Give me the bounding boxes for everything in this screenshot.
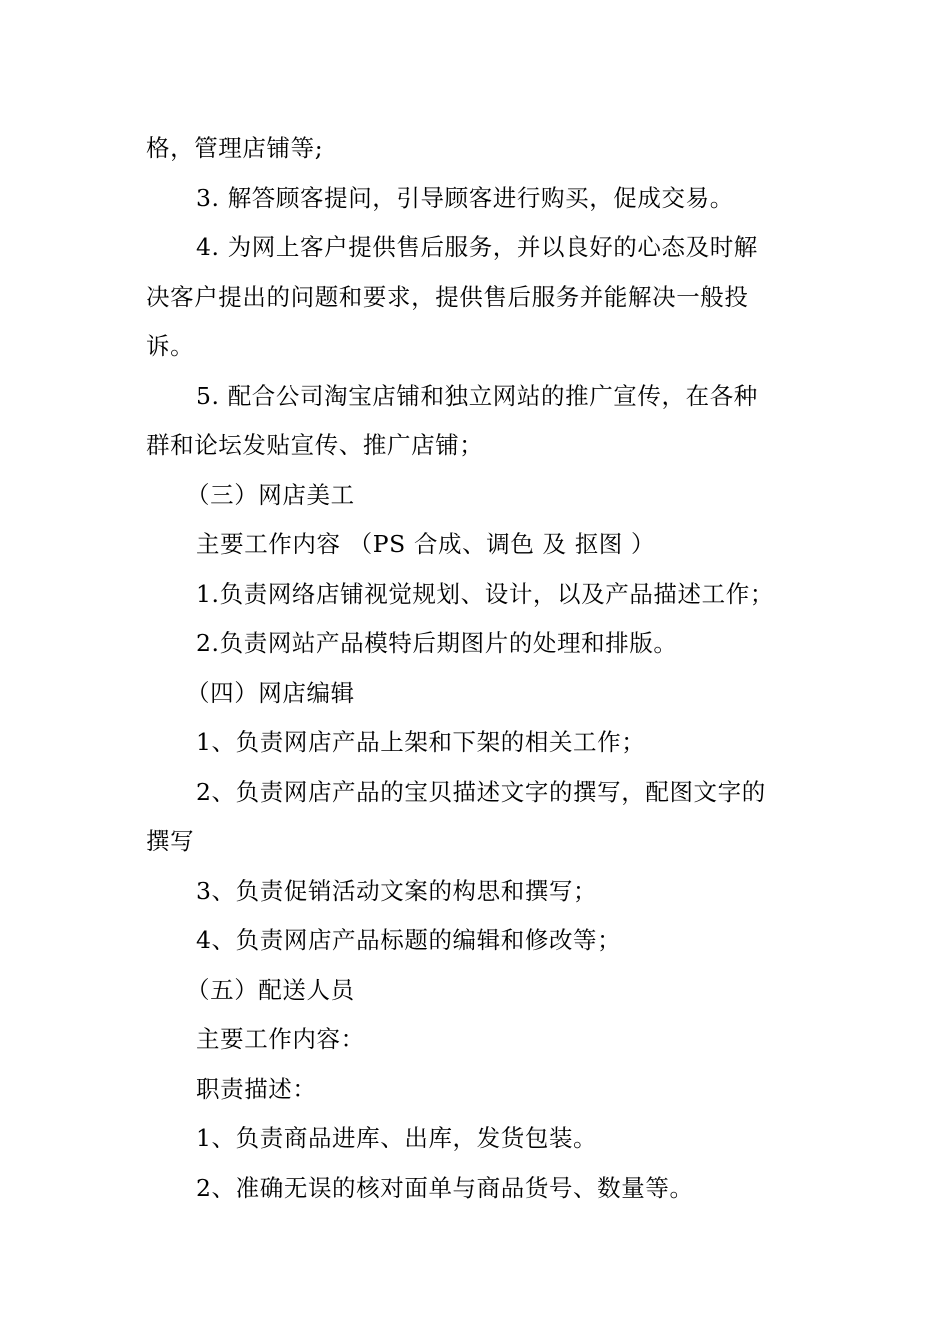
section-heading-editor: （四）网店编辑 (186, 678, 355, 707)
section-heading-delivery: （五）配送人员 (186, 975, 355, 1004)
list-item-4-end: 诉。 (146, 332, 195, 360)
delivery-item-1: 1、负责商品进库、出库，发货包装。 (196, 1124, 598, 1152)
delivery-main-content: 主要工作内容： (196, 1025, 365, 1053)
delivery-duty-label: 职责描述： (196, 1074, 317, 1103)
delivery-item-2: 2、准确无误的核对面单与商品货号、数量等。 (196, 1173, 694, 1202)
list-item-4-continued: 决客户提出的问题和要求，提供售后服务并能解决一般投 (146, 282, 749, 311)
editor-item-1: 1、负责网店产品上架和下架的相关工作； (196, 728, 646, 756)
editor-item-3: 3、负责促销活动文案的构思和撰写； (196, 876, 598, 905)
art-item-2: 2.负责网站产品模特后期图片的处理和排版。 (196, 629, 678, 657)
editor-item-4: 4、负责网店产品标题的编辑和修改等； (196, 926, 622, 954)
section-heading-art: （三）网店美工 (186, 480, 355, 509)
art-item-1: 1.负责网络店铺视觉规划、设计，以及产品描述工作； (196, 579, 774, 608)
editor-item-2-continued: 撰写 (146, 827, 195, 855)
list-item-5: 5. 配合公司淘宝店铺和独立网站的推广宣传，在各种 (196, 381, 758, 410)
art-main-content: 主要工作内容 （PS 合成、调色 及 抠图 ） (196, 530, 656, 558)
list-item-3: 3. 解答顾客提问，引导顾客进行购买，促成交易。 (196, 183, 734, 212)
document-page (146, 124, 810, 1213)
text-line-continuation: 格，管理店铺等; (146, 134, 324, 162)
list-item-4: 4. 为网上客户提供售后服务，并以良好的心态及时解 (196, 233, 758, 261)
list-item-5-continued: 群和论坛发贴宣传、推广店铺； (146, 431, 484, 459)
editor-item-2: 2、负责网店产品的宝贝描述文字的撰写，配图文字的 (196, 777, 766, 806)
